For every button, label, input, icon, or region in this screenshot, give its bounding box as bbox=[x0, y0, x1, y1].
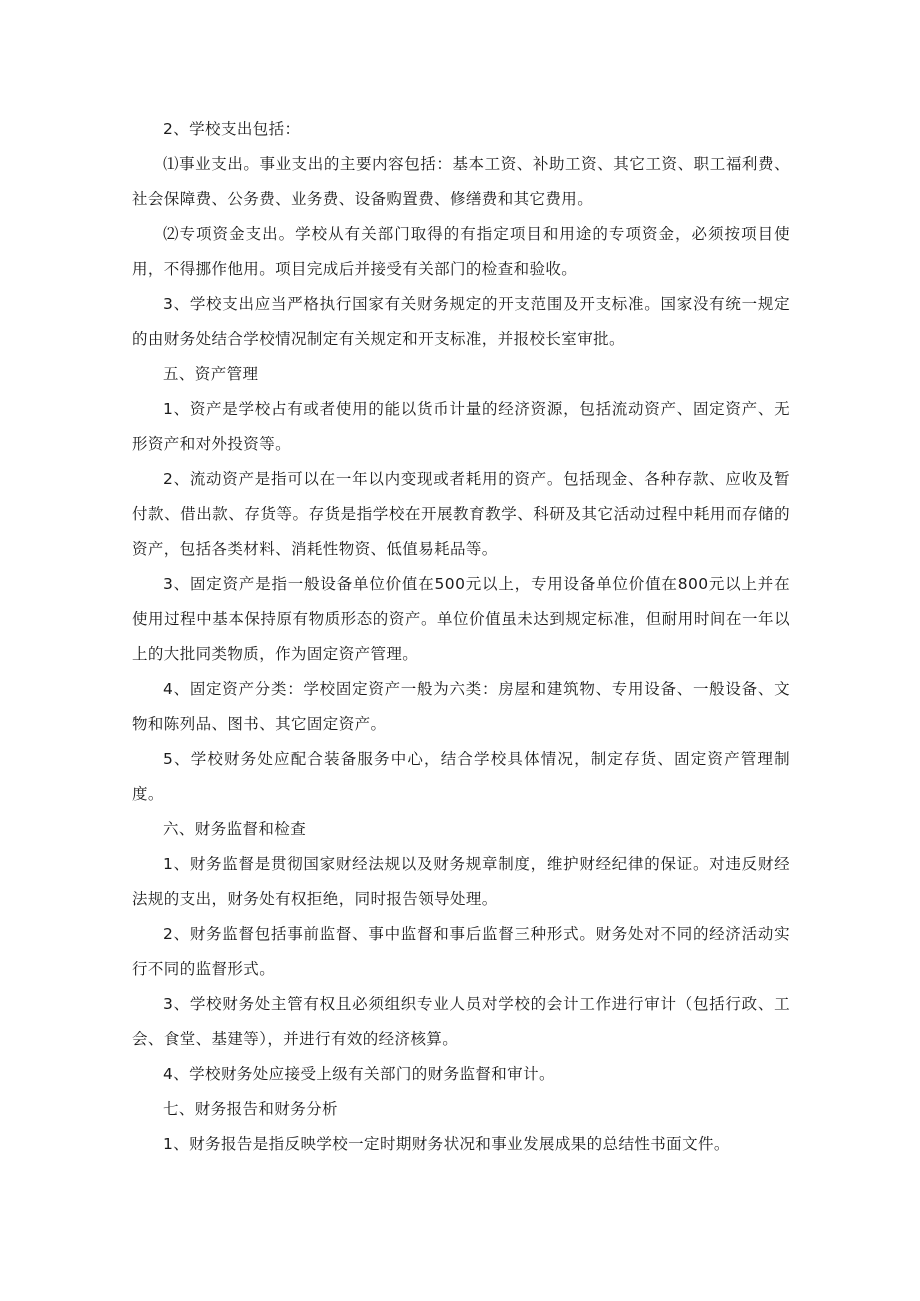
paragraph-business-expenditure: ⑴事业支出。事业支出的主要内容包括：基本工资、补助工资、其它工资、职工福利费、社会保障费、公务费、业务费、设备购置费、修缮费和其它费用。 bbox=[132, 155, 790, 208]
section-heading-financial-reporting: 七、财务报告和财务分析 bbox=[163, 1100, 338, 1118]
document-body bbox=[132, 112, 790, 1162]
paragraph-supervision-definition: 1、财务监督是贯彻国家财经法规以及财务规章制度，维护财经纪律的保证。对违反财经法规的支出，财务处有权拒绝，同时报告领导处理。 bbox=[132, 855, 790, 908]
paragraph-internal-audit: 3、学校财务处主管有权且必须组织专业人员对学校的会计工作进行审计（包括行政、工会、食堂、基建等），并进行有效的经济核算。 bbox=[132, 995, 790, 1048]
section-heading-asset-management: 五、资产管理 bbox=[163, 365, 259, 383]
paragraph-financial-report-definition: 1、财务报告是指反映学校一定时期财务状况和事业发展成果的总结性书面文件。 bbox=[163, 1135, 730, 1153]
section-heading-financial-supervision: 六、财务监督和检查 bbox=[163, 820, 307, 838]
paragraph-fixed-assets: 3、固定资产是指一般设备单位价值在500元以上，专用设备单位价值在800元以上并在使用过程中基本保持原有物质形态的资产。单位价值虽未达到规定标准，但耐用时间在一年以上的大批同类物质，作为固定资产管理。 bbox=[132, 575, 790, 663]
paragraph-asset-definition: 1、资产是学校占有或者使用的能以货币计量的经济资源，包括流动资产、固定资产、无形资产和对外投资等。 bbox=[132, 400, 790, 453]
paragraph-fixed-asset-categories: 4、固定资产分类：学校固定资产一般为六类：房屋和建筑物、专用设备、一般设备、文物和陈列品、图书、其它固定资产。 bbox=[132, 680, 790, 733]
paragraph-expenditure-intro: 2、学校支出包括： bbox=[163, 120, 301, 138]
paragraph-external-audit: 4、学校财务处应接受上级有关部门的财务监督和审计。 bbox=[163, 1065, 555, 1083]
paragraph-current-assets: 2、流动资产是指可以在一年以内变现或者耗用的资产。包括现金、各种存款、应收及暂付款、借出款、存货等。存货是指学校在开展教育教学、科研及其它活动过程中耗用而存储的资产，包括各类材料、消耗性物资、低值易耗品等。 bbox=[132, 470, 790, 558]
paragraph-supervision-forms: 2、财务监督包括事前监督、事中监督和事后监督三种形式。财务处对不同的经济活动实行不同的监督形式。 bbox=[132, 925, 790, 978]
paragraph-asset-management-system: 5、学校财务处应配合装备服务中心，结合学校具体情况，制定存货、固定资产管理制度。 bbox=[132, 750, 790, 803]
paragraph-special-fund-expenditure: ⑵专项资金支出。学校从有关部门取得的有指定项目和用途的专项资金，必须按项目使用，不得挪作他用。项目完成后并接受有关部门的检查和验收。 bbox=[132, 225, 790, 278]
paragraph-expenditure-standards: 3、学校支出应当严格执行国家有关财务规定的开支范围及开支标准。国家没有统一规定的由财务处结合学校情况制定有关规定和开支标准，并报校长室审批。 bbox=[132, 295, 790, 348]
